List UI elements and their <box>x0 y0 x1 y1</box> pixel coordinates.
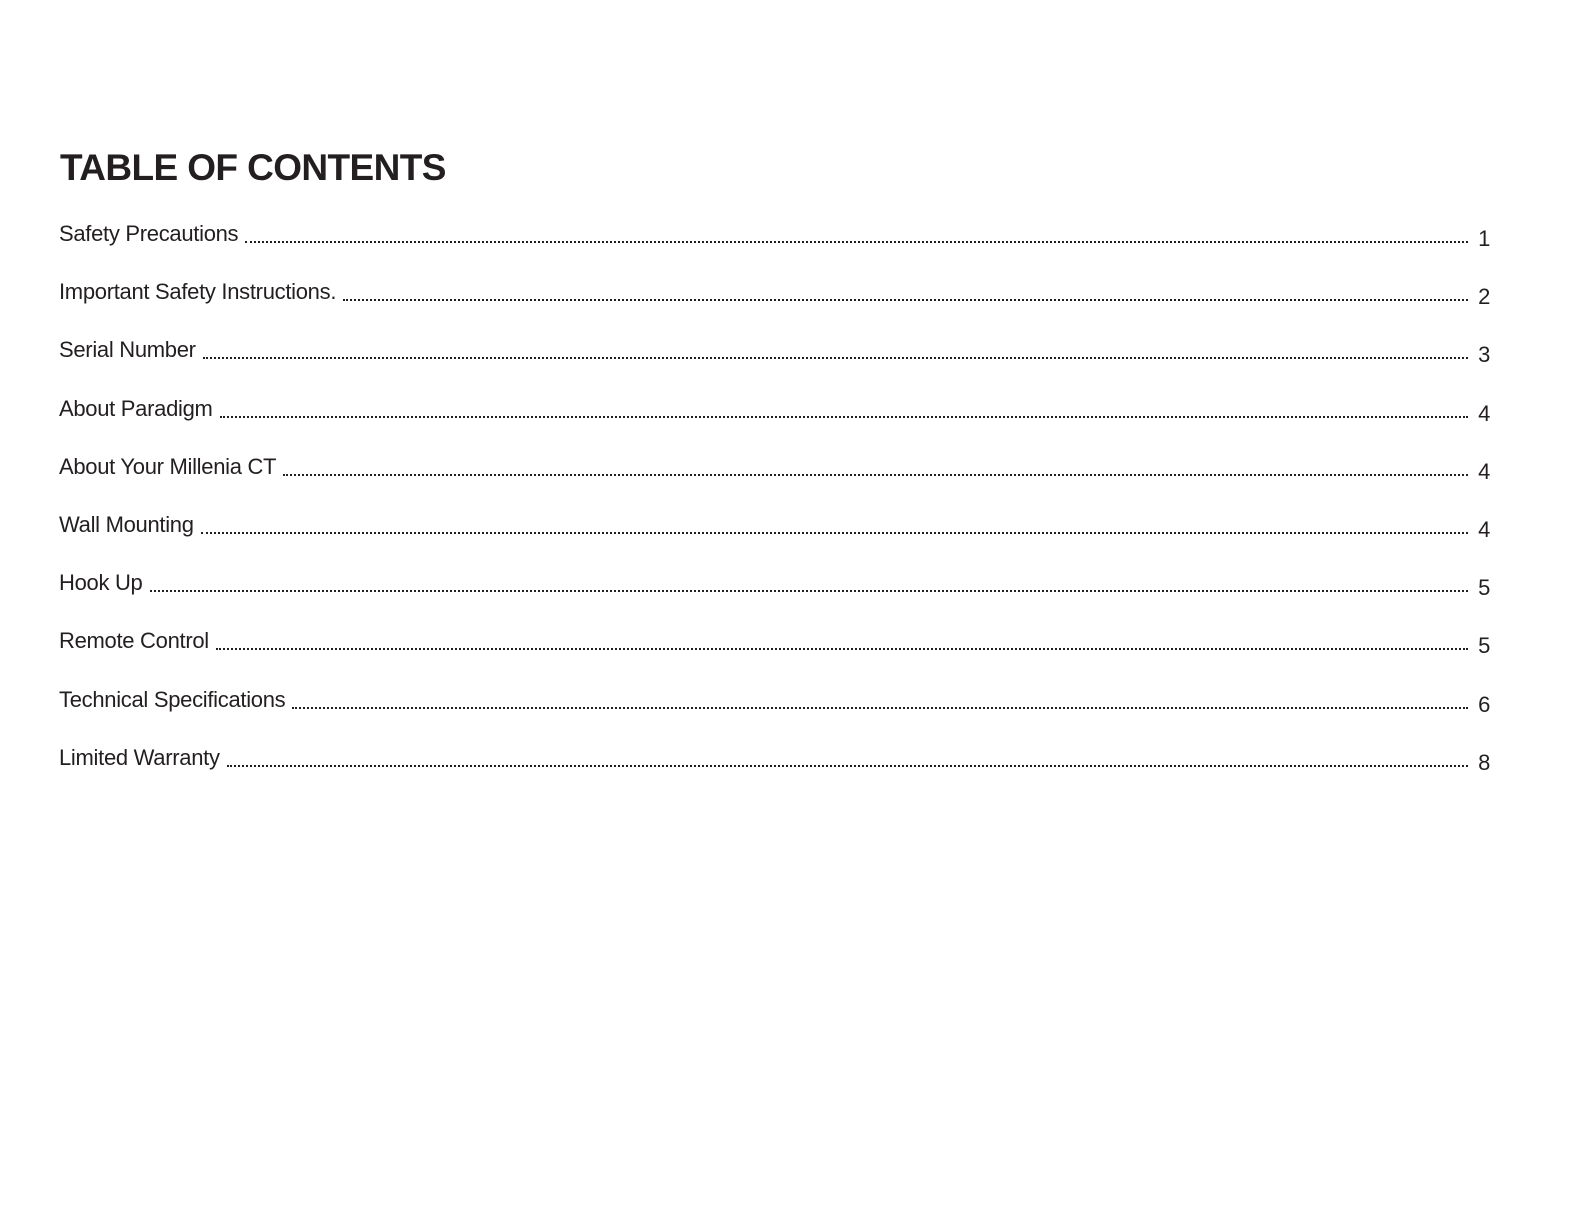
toc-page-number: 4 <box>1478 400 1490 426</box>
dot-leader <box>343 299 1468 301</box>
toc-entry-wall-mounting[interactable] <box>59 507 1490 565</box>
dot-leader <box>227 765 1468 767</box>
toc-page-number: 4 <box>1478 458 1490 484</box>
toc-list <box>59 216 1490 798</box>
toc-entry-label: About Paradigm <box>59 395 213 421</box>
dot-leader <box>201 532 1468 534</box>
toc-entry-label: Wall Mounting <box>59 511 194 537</box>
toc-entry-label: Remote Control <box>59 628 209 654</box>
toc-entry-remote-control[interactable] <box>59 623 1490 681</box>
toc-entry-about-paradigm[interactable] <box>59 391 1490 449</box>
dot-leader <box>216 648 1468 650</box>
dot-leader <box>245 241 1468 243</box>
dot-leader <box>203 357 1468 359</box>
toc-entry-important-safety-instructions[interactable] <box>59 274 1490 332</box>
toc-entry-hook-up[interactable] <box>59 565 1490 623</box>
toc-page-number: 8 <box>1478 749 1490 775</box>
toc-entry-label: Hook Up <box>59 570 143 596</box>
toc-entry-serial-number[interactable] <box>59 332 1490 390</box>
toc-page-number: 5 <box>1478 575 1490 601</box>
toc-entry-label: Technical Specifications <box>59 686 286 712</box>
toc-page-number: 1 <box>1478 226 1490 251</box>
toc-page-number: 4 <box>1478 516 1490 542</box>
page-title: TABLE OF CONTENTS <box>60 147 446 188</box>
toc-entry-label: Limited Warranty <box>59 744 220 770</box>
toc-page-number: 3 <box>1478 342 1490 368</box>
toc-page-number: 5 <box>1478 633 1490 659</box>
toc-entry-label: Safety Precautions <box>59 221 239 246</box>
dot-leader <box>292 707 1468 709</box>
toc-entry-safety-precautions[interactable] <box>59 216 1490 274</box>
toc-entry-limited-warranty[interactable] <box>59 740 1490 798</box>
toc-entry-about-your-millenia-ct[interactable] <box>59 449 1490 507</box>
dot-leader <box>150 590 1469 592</box>
dot-leader <box>283 474 1468 476</box>
toc-entry-label: Important Safety Instructions. <box>59 279 337 305</box>
toc-page-number: 6 <box>1478 691 1490 717</box>
dot-leader <box>220 416 1468 418</box>
toc-page-number: 2 <box>1478 284 1490 310</box>
toc-entry-label: Serial Number <box>59 337 196 363</box>
toc-entry-technical-specifications[interactable] <box>59 682 1490 740</box>
toc-entry-label: About Your Millenia CT <box>59 453 277 479</box>
